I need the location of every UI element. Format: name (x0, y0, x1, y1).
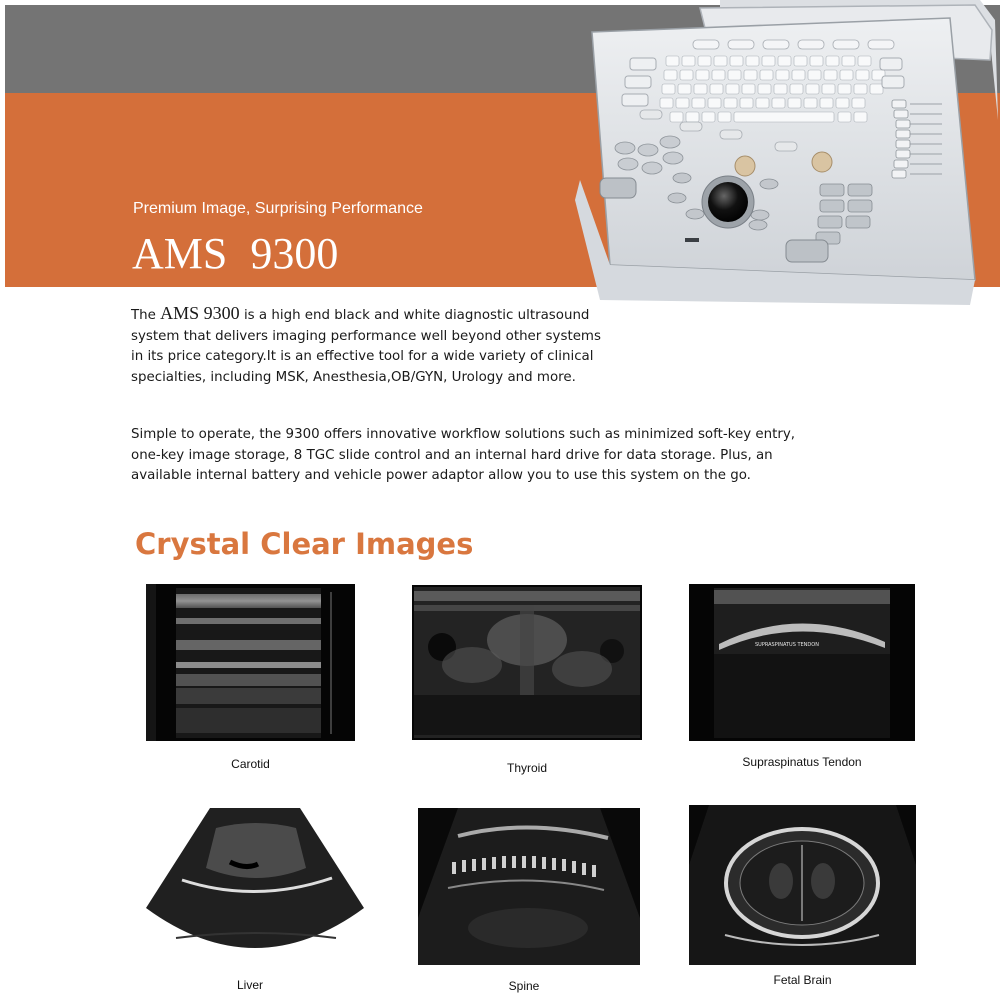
gallery-heading: Crystal Clear Images (135, 527, 474, 561)
model-title: AMS 9300 (132, 229, 339, 278)
intro-line-3: in its price category.It is an effective tool for a wide variety of clinical (131, 349, 594, 364)
ultrasound-device-image (570, 0, 1000, 305)
fetal-brain-ultrasound-image (689, 805, 916, 965)
carotid-ultrasound-image (146, 584, 355, 741)
intro-line-4: specialties, including MSK, Anesthesia,OB/GYN, Urology and more. (131, 369, 576, 385)
thyroid-ultrasound-image (412, 585, 642, 740)
carotid-caption: Carotid (231, 757, 270, 771)
thyroid-caption: Thyroid (506, 761, 547, 775)
intro-lead: The (131, 308, 161, 323)
intro-line-1-rest: is a high end black and white diagnostic ultrasound (239, 308, 590, 323)
tagline: Premium Image, Surprising Performance (133, 200, 423, 217)
spine-caption: Spine (508, 979, 540, 993)
intro-line-1 (131, 303, 771, 327)
fetal-brain-caption: Fetal Brain (773, 973, 832, 987)
supraspinatus-overlay-label: SUPRASPINATUS TENDON (755, 642, 819, 648)
intro-model-name: AMS 9300 (160, 303, 240, 323)
supraspinatus-caption: Supraspinatus Tendon (742, 755, 862, 769)
intro-line-2: system that delivers imaging performance well beyond other systems (131, 328, 601, 344)
liver-caption: Liver (236, 978, 263, 992)
intro-paragraph (131, 303, 771, 388)
liver-ultrasound-image (146, 808, 364, 968)
workflow-paragraph: Simple to operate, the 9300 offers innovative workflow solutions such as minimized soft-key entry, one-key image storage, 8 TGC slide control and an internal hard drive for data storage. Plus, an available internal battery and vehicle power adaptor allow you to use this system on the go. (131, 427, 796, 483)
spine-ultrasound-image (418, 808, 640, 965)
supraspinatus-ultrasound-image (689, 584, 915, 741)
